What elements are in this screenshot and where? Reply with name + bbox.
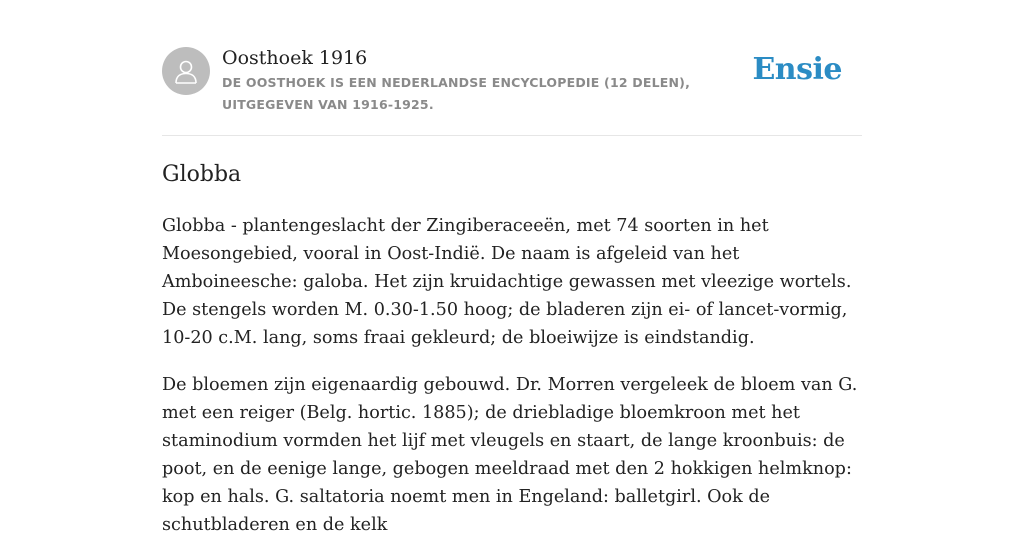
ensie-logo[interactable]: Ensie — [752, 52, 842, 87]
source-name-link[interactable]: Oosthoek 1916 — [222, 47, 368, 69]
source-avatar[interactable] — [162, 47, 210, 95]
source-header — [162, 0, 862, 136]
content-container — [162, 0, 862, 535]
article-paragraph: Globba - plantengeslacht der Zingiberaceeën, met 74 soorten in het Moesongebied, vooral in Oost-Indië. De naam is afgeleid van het Amboineesche: galoba. Het zijn kruidachtige gewassen met vleezige wortels. De stengels worden M. 0.30-1.50 hoog; de bladeren zijn ei- of lancet-vormig, 10-20 c.M. lang, soms fraai gekleurd; de bloeiwijze is eindstandig. — [162, 216, 852, 348]
article-body — [162, 212, 862, 558]
article-title: Globba — [162, 162, 242, 187]
article-paragraph: De bloemen zijn eigenaardig gebouwd. Dr. Morren vergeleek de bloem van G. met een reiger (Belg. hortic. 1885); de driebladige bloemkroon met het staminodium vormden het lijf met vleugels en staart, de lange kroonbuis: de poot, en de eenige lange, gebogen meeldraad met den 2 hokkigen helmknop: kop en hals. G. saltatoria noemt men in Engeland: balletgirl. Ook de schutbladeren en de kelk — [162, 375, 858, 535]
source-description: DE OOSTHOEK IS EEN NEDERLANDSE ENCYCLOPEDIE (12 DELEN), UITGEGEVEN VAN 1916-1925. — [222, 75, 691, 112]
user-icon — [172, 57, 200, 85]
